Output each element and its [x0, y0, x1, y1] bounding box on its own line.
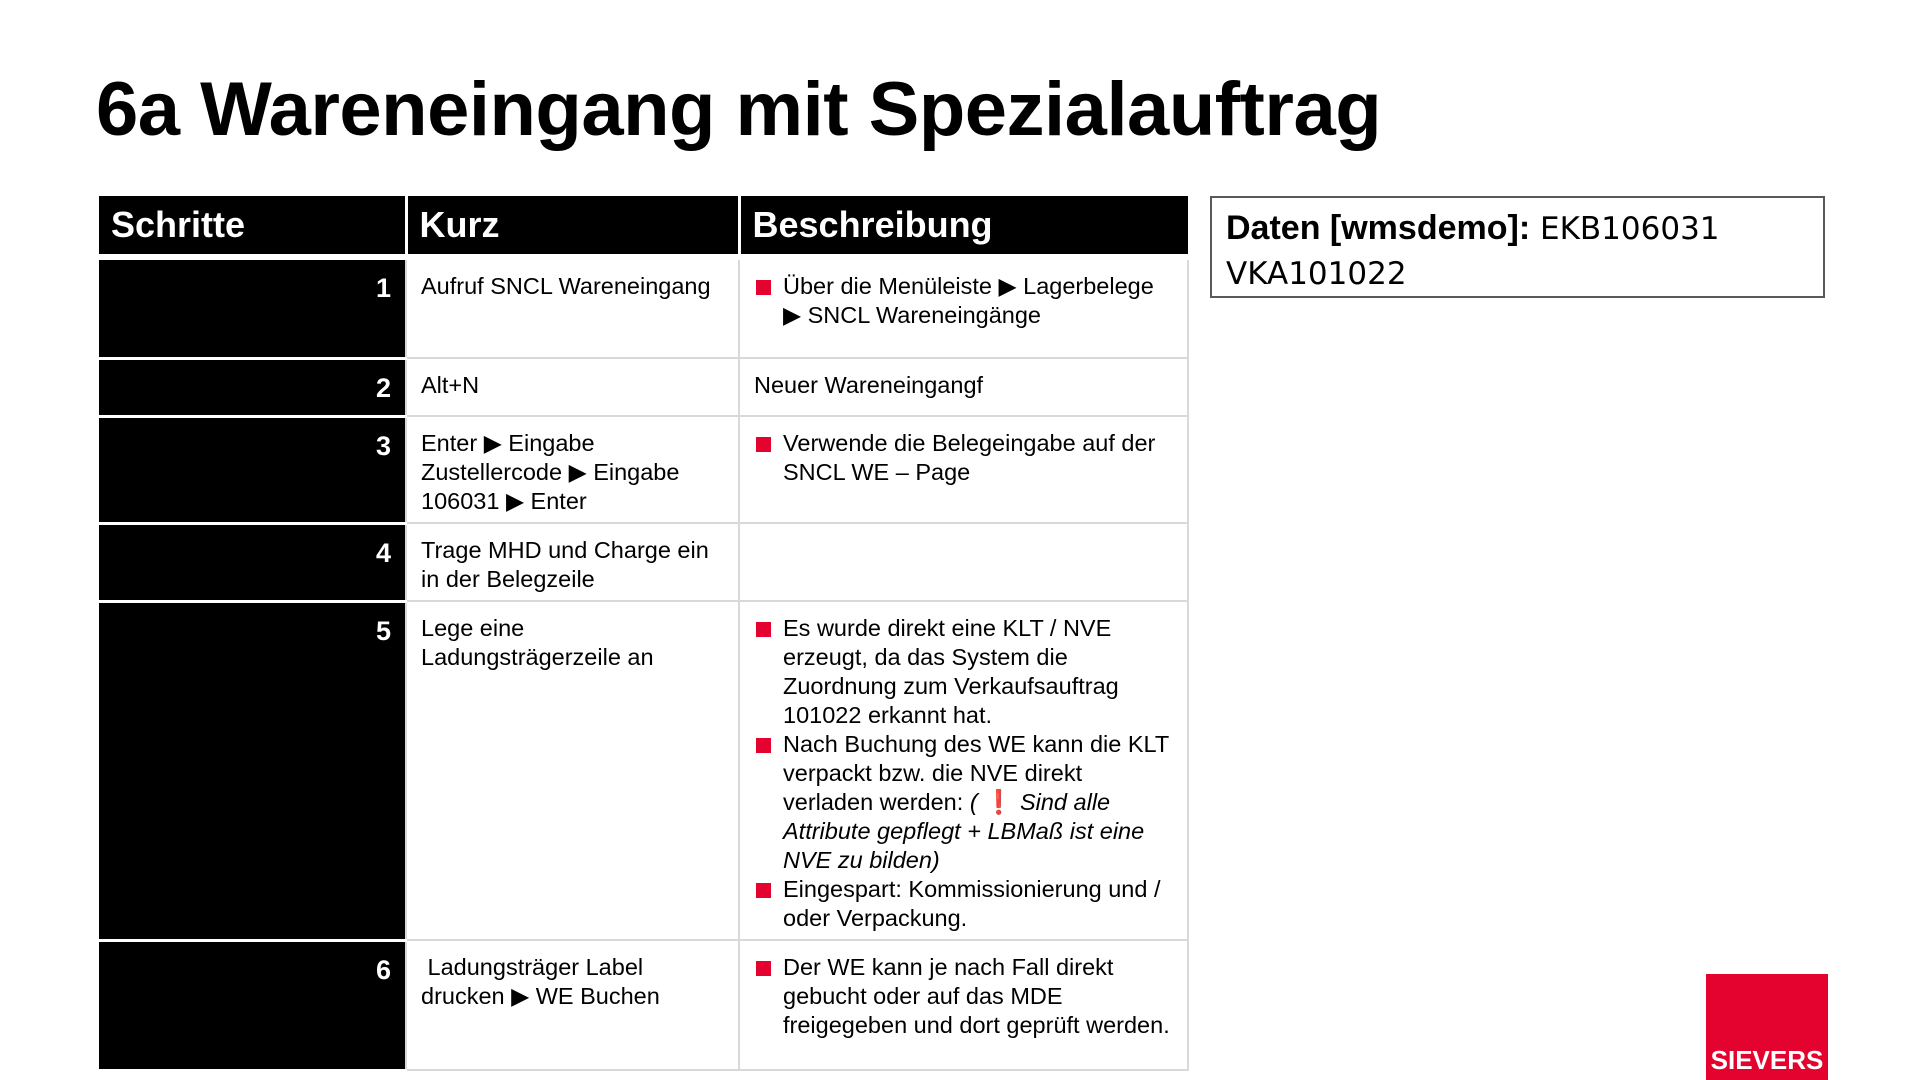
step-number: 6 — [99, 940, 406, 1070]
bullet-item: Der WE kann je nach Fall direkt gebucht oder auf das MDE freigegeben und dort geprüft werden. — [754, 953, 1173, 1040]
table-row — [99, 358, 1188, 416]
column-header-beschreibung: Beschreibung — [739, 196, 1188, 257]
bullet-list — [754, 614, 1173, 933]
note-open: ( — [969, 789, 985, 815]
steps-table — [99, 196, 1189, 1072]
data-box — [1210, 196, 1825, 298]
step-number: 3 — [99, 416, 406, 523]
note-text: Sind alle Attribute gepflegt + LBMaß ist eine NVE zu bilden) — [783, 789, 1145, 873]
step-number: 1 — [99, 257, 406, 358]
step-short: Enter ▶ Eingabe Zustellercode ▶ Eingabe 106031 ▶ Enter — [406, 416, 739, 523]
step-description — [739, 601, 1188, 940]
step-number: 2 — [99, 358, 406, 416]
table-row — [99, 416, 1188, 523]
step-short: Alt+N — [406, 358, 739, 416]
column-header-schritte: Schritte — [99, 196, 406, 257]
bullet-item: Es wurde direkt eine KLT / NVE erzeugt, da das System die Zuordnung zum Verkaufsauftrag 101022 erkannt hat. — [754, 614, 1173, 730]
table-row — [99, 257, 1188, 358]
step-description — [739, 940, 1188, 1070]
bullet-item: Über die Menüleiste ▶ Lagerbelege ▶ SNCL Wareneingänge — [754, 272, 1173, 330]
data-value-2: VKA101022 — [1226, 256, 1407, 292]
column-header-kurz: Kurz — [406, 196, 739, 257]
step-number: 5 — [99, 601, 406, 940]
step-description: Neuer Wareneingangf — [739, 358, 1188, 416]
bullet-list — [754, 429, 1173, 487]
step-number: 4 — [99, 523, 406, 601]
table-row — [99, 940, 1188, 1070]
bullet-item — [754, 730, 1173, 875]
sievers-logo: SIEVERS — [1706, 974, 1828, 1080]
bullet-item: Verwende die Belegeingabe auf der SNCL WE – Page — [754, 429, 1173, 487]
bullet-text: Nach Buchung des WE kann die KLT verpackt bzw. die NVE direkt verladen werden: — [783, 731, 1169, 815]
table-row — [99, 523, 1188, 601]
step-short: Lege eine Ladungsträgerzeile an — [406, 601, 739, 940]
bullet-item: Eingespart: Kommissionierung und / oder Verpackung. — [754, 875, 1173, 933]
step-short: Aufruf SNCL Wareneingang — [406, 257, 739, 358]
table-header-row — [99, 196, 1188, 257]
step-description — [739, 257, 1188, 358]
bullet-list — [754, 272, 1173, 330]
step-description — [739, 523, 1188, 601]
step-short: Ladungsträger Label drucken ▶ WE Buchen — [406, 940, 739, 1070]
data-value-1: EKB106031 — [1530, 211, 1720, 247]
step-description — [739, 416, 1188, 523]
page-title: 6a Wareneingang mit Spezialauftrag — [96, 67, 1382, 152]
table-row — [99, 601, 1188, 940]
bullet-list — [754, 953, 1173, 1040]
data-label: Daten [wmsdemo]: — [1226, 209, 1531, 247]
step-short: Trage MHD und Charge ein in der Belegzeile — [406, 523, 739, 601]
exclamation-icon: ❗ — [984, 789, 1014, 815]
